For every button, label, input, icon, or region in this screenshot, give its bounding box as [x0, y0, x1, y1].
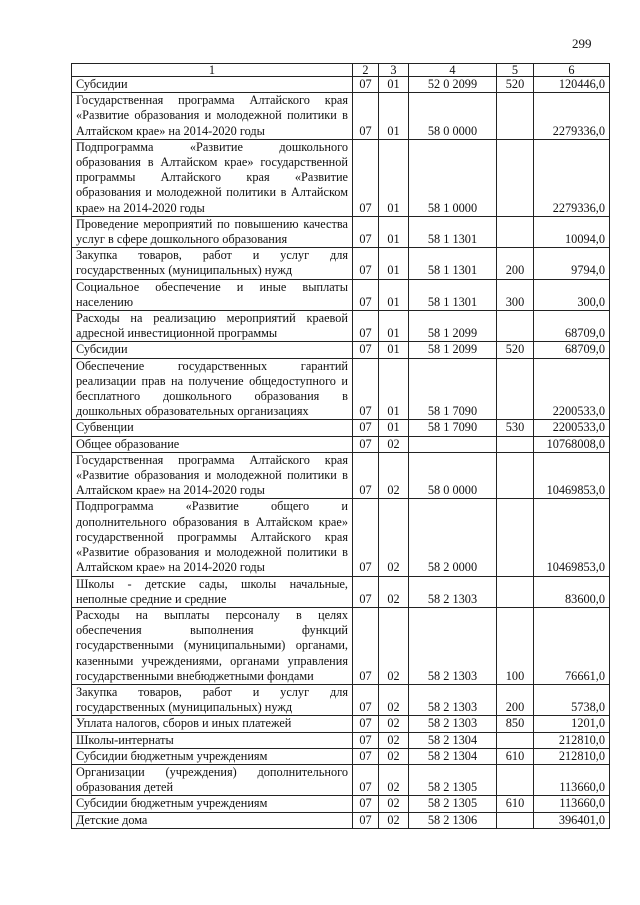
subsection-code-cell: 01: [379, 311, 409, 342]
row-name-cell: Закупка товаров, работ и услуг для государственных (муниципальных) нужд: [72, 684, 353, 715]
table-row: [72, 716, 610, 732]
target-article-cell: 58 2 1303: [409, 576, 497, 607]
column-header: 4: [409, 64, 497, 77]
target-article-cell: 58 0 0000: [409, 93, 497, 140]
table-row: [72, 311, 610, 342]
row-name-cell: Детские дома: [72, 812, 353, 828]
target-article-cell: 58 2 0000: [409, 499, 497, 576]
section-code-cell: 07: [353, 796, 379, 812]
target-article-cell: 58 2 1303: [409, 684, 497, 715]
expense-type-cell: 610: [497, 748, 534, 764]
row-name-cell: Расходы на выплаты персоналу в целях обеспечения выполнения функций государственными (муниципальными) органами, казенными учреждениями, органами управления государственными внебюджетными фондами: [72, 607, 353, 684]
expense-type-cell: 200: [497, 684, 534, 715]
target-article-cell: 58 1 2099: [409, 311, 497, 342]
column-header: 6: [534, 64, 610, 77]
table-row: [72, 499, 610, 576]
row-name-cell: Расходы на реализацию мероприятий краевой адресной инвестиционной программы: [72, 311, 353, 342]
subsection-code-cell: 02: [379, 436, 409, 452]
expense-type-cell: [497, 216, 534, 247]
target-article-cell: 58 1 0000: [409, 139, 497, 216]
expense-type-cell: [497, 452, 534, 499]
target-article-cell: 58 1 1301: [409, 248, 497, 279]
table-row: [72, 358, 610, 420]
section-code-cell: 07: [353, 812, 379, 828]
expense-type-cell: 200: [497, 248, 534, 279]
subsection-code-cell: 01: [379, 248, 409, 279]
target-article-cell: 58 1 1301: [409, 216, 497, 247]
table-row: [72, 607, 610, 684]
section-code-cell: 07: [353, 732, 379, 748]
table-row: [72, 342, 610, 358]
subsection-code-cell: 02: [379, 732, 409, 748]
target-article-cell: 58 2 1303: [409, 716, 497, 732]
subsection-code-cell: 01: [379, 216, 409, 247]
table-row: [72, 420, 610, 436]
target-article-cell: 52 0 2099: [409, 77, 497, 93]
subsection-code-cell: 02: [379, 499, 409, 576]
target-article-cell: 58 2 1305: [409, 764, 497, 795]
subsection-code-cell: 02: [379, 452, 409, 499]
amount-cell: 9794,0: [534, 248, 610, 279]
page-number: 299: [572, 36, 592, 51]
target-article-cell: 58 2 1304: [409, 732, 497, 748]
amount-cell: 1201,0: [534, 716, 610, 732]
column-header: 2: [353, 64, 379, 77]
row-name-cell: Субсидии: [72, 77, 353, 93]
expense-type-cell: [497, 311, 534, 342]
row-name-cell: Подпрограмма «Развитие общего и дополнительного образования в Алтайском крае» государственной программы Алтайского края «Развитие образования и молодежной политики в Алтайском крае» на 2014-2020 годы: [72, 499, 353, 576]
expense-type-cell: 300: [497, 279, 534, 310]
target-article-cell: 58 2 1304: [409, 748, 497, 764]
target-article-cell: 58 2 1303: [409, 607, 497, 684]
table-row: [72, 279, 610, 310]
amount-cell: 2200533,0: [534, 358, 610, 420]
expense-type-cell: [497, 358, 534, 420]
row-name-cell: Субсидии бюджетным учреждениям: [72, 796, 353, 812]
row-name-cell: Обеспечение государственных гарантий реализации прав на получение общедоступного и бесплатного дошкольного образования в дошкольных образовательных организациях: [72, 358, 353, 420]
subsection-code-cell: 01: [379, 139, 409, 216]
row-name-cell: Государственная программа Алтайского края «Развитие образования и молодежной политики в Алтайском крае» на 2014-2020 годы: [72, 452, 353, 499]
amount-cell: 212810,0: [534, 732, 610, 748]
section-code-cell: 07: [353, 279, 379, 310]
table-row: [72, 732, 610, 748]
amount-cell: 120446,0: [534, 77, 610, 93]
amount-cell: 76661,0: [534, 607, 610, 684]
amount-cell: 10768008,0: [534, 436, 610, 452]
expense-type-cell: 530: [497, 420, 534, 436]
amount-cell: 5738,0: [534, 684, 610, 715]
section-code-cell: 07: [353, 764, 379, 795]
section-code-cell: 07: [353, 499, 379, 576]
table-header-row: [72, 64, 610, 77]
amount-cell: 83600,0: [534, 576, 610, 607]
row-name-cell: Закупка товаров, работ и услуг для государственных (муниципальных) нужд: [72, 248, 353, 279]
section-code-cell: 07: [353, 342, 379, 358]
table-row: [72, 796, 610, 812]
target-article-cell: 58 0 0000: [409, 452, 497, 499]
section-code-cell: 07: [353, 139, 379, 216]
section-code-cell: 07: [353, 93, 379, 140]
table-row: [72, 77, 610, 93]
table-row: [72, 436, 610, 452]
subsection-code-cell: 01: [379, 279, 409, 310]
table-row: [72, 764, 610, 795]
row-name-cell: Субсидии бюджетным учреждениям: [72, 748, 353, 764]
section-code-cell: 07: [353, 576, 379, 607]
subsection-code-cell: 02: [379, 607, 409, 684]
table-row: [72, 248, 610, 279]
section-code-cell: 07: [353, 311, 379, 342]
section-code-cell: 07: [353, 358, 379, 420]
expense-type-cell: 520: [497, 342, 534, 358]
section-code-cell: 07: [353, 607, 379, 684]
subsection-code-cell: 02: [379, 716, 409, 732]
row-name-cell: Школы-интернаты: [72, 732, 353, 748]
table-row: [72, 139, 610, 216]
amount-cell: 300,0: [534, 279, 610, 310]
subsection-code-cell: 02: [379, 764, 409, 795]
amount-cell: 113660,0: [534, 796, 610, 812]
row-name-cell: Общее образование: [72, 436, 353, 452]
table-row: [72, 684, 610, 715]
section-code-cell: 07: [353, 452, 379, 499]
column-header: 5: [497, 64, 534, 77]
target-article-cell: 58 1 7090: [409, 420, 497, 436]
section-code-cell: 07: [353, 420, 379, 436]
amount-cell: 10469853,0: [534, 499, 610, 576]
table-row: [72, 748, 610, 764]
subsection-code-cell: 02: [379, 812, 409, 828]
subsection-code-cell: 02: [379, 748, 409, 764]
row-name-cell: Организации (учреждения) дополнительного образования детей: [72, 764, 353, 795]
column-header: 3: [379, 64, 409, 77]
subsection-code-cell: 02: [379, 576, 409, 607]
row-name-cell: Проведение мероприятий по повышению качества услуг в сфере дошкольного образования: [72, 216, 353, 247]
section-code-cell: 07: [353, 684, 379, 715]
expense-type-cell: [497, 576, 534, 607]
table-row: [72, 452, 610, 499]
expense-type-cell: [497, 436, 534, 452]
section-code-cell: 07: [353, 77, 379, 93]
target-article-cell: 58 2 1305: [409, 796, 497, 812]
amount-cell: 10094,0: [534, 216, 610, 247]
amount-cell: 10469853,0: [534, 452, 610, 499]
budget-table: [71, 63, 610, 829]
table-row: [72, 93, 610, 140]
expense-type-cell: 520: [497, 77, 534, 93]
section-code-cell: 07: [353, 748, 379, 764]
expense-type-cell: 850: [497, 716, 534, 732]
amount-cell: 2279336,0: [534, 93, 610, 140]
table-row: [72, 812, 610, 828]
subsection-code-cell: 01: [379, 77, 409, 93]
subsection-code-cell: 01: [379, 93, 409, 140]
amount-cell: 212810,0: [534, 748, 610, 764]
row-name-cell: Школы - детские сады, школы начальные, неполные средние и средние: [72, 576, 353, 607]
table-row: [72, 576, 610, 607]
subsection-code-cell: 01: [379, 358, 409, 420]
amount-cell: 113660,0: [534, 764, 610, 795]
target-article-cell: [409, 436, 497, 452]
target-article-cell: 58 1 7090: [409, 358, 497, 420]
expense-type-cell: [497, 499, 534, 576]
subsection-code-cell: 02: [379, 684, 409, 715]
table-body: [72, 77, 610, 829]
expense-type-cell: [497, 764, 534, 795]
expense-type-cell: 610: [497, 796, 534, 812]
row-name-cell: Уплата налогов, сборов и иных платежей: [72, 716, 353, 732]
subsection-code-cell: 01: [379, 420, 409, 436]
section-code-cell: 07: [353, 436, 379, 452]
column-header: 1: [72, 64, 353, 77]
row-name-cell: Субсидии: [72, 342, 353, 358]
row-name-cell: Социальное обеспечение и иные выплаты населению: [72, 279, 353, 310]
expense-type-cell: [497, 139, 534, 216]
expense-type-cell: [497, 93, 534, 140]
amount-cell: 68709,0: [534, 311, 610, 342]
table-row: [72, 216, 610, 247]
expense-type-cell: 100: [497, 607, 534, 684]
expense-type-cell: [497, 812, 534, 828]
amount-cell: 68709,0: [534, 342, 610, 358]
row-name-cell: Субвенции: [72, 420, 353, 436]
row-name-cell: Подпрограмма «Развитие дошкольного образования в Алтайском крае» государственной программы Алтайского края «Развитие образования и молодежной политики в Алтайском крае» на 2014-2020 годы: [72, 139, 353, 216]
target-article-cell: 58 1 1301: [409, 279, 497, 310]
section-code-cell: 07: [353, 716, 379, 732]
amount-cell: 2279336,0: [534, 139, 610, 216]
section-code-cell: 07: [353, 248, 379, 279]
row-name-cell: Государственная программа Алтайского края «Развитие образования и молодежной политики в Алтайском крае» на 2014-2020 годы: [72, 93, 353, 140]
target-article-cell: 58 2 1306: [409, 812, 497, 828]
section-code-cell: 07: [353, 216, 379, 247]
amount-cell: 396401,0: [534, 812, 610, 828]
target-article-cell: 58 1 2099: [409, 342, 497, 358]
subsection-code-cell: 01: [379, 342, 409, 358]
subsection-code-cell: 02: [379, 796, 409, 812]
expense-type-cell: [497, 732, 534, 748]
amount-cell: 2200533,0: [534, 420, 610, 436]
